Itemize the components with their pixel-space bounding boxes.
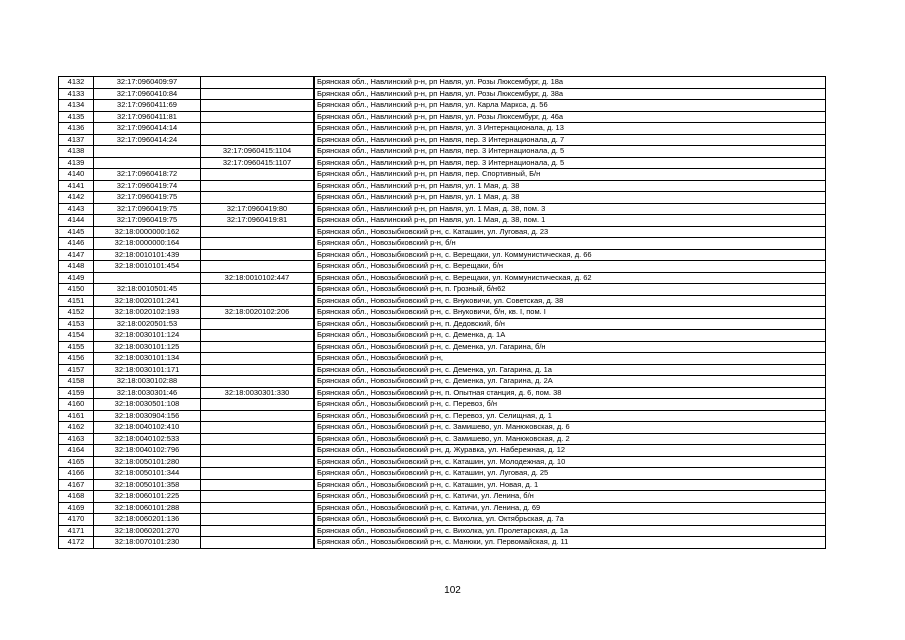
row-number-cell: 4170 <box>59 514 94 526</box>
table-row <box>59 192 826 204</box>
row-number-cell: 4165 <box>59 456 94 468</box>
table-row <box>59 249 826 261</box>
address-cell: Брянская обл., Новозыбковский р-н, с. Замишево, ул. Манюковская, д. 2 <box>315 433 826 445</box>
table-row <box>59 445 826 457</box>
address-cell: Брянская обл., Новозыбковский р-н, с. Верещаки, ул. Коммунистическая, д. 66 <box>315 249 826 261</box>
cadastral-number-cell: 32:18:0000000:164 <box>94 238 201 250</box>
premises-number-cell <box>201 238 314 250</box>
row-number-cell: 4136 <box>59 123 94 135</box>
premises-number-cell <box>201 100 314 112</box>
table-row <box>59 226 826 238</box>
premises-number-cell <box>201 295 314 307</box>
premises-number-cell <box>201 284 314 296</box>
cadastral-number-cell: 32:18:0040102:533 <box>94 433 201 445</box>
premises-number-cell <box>201 134 314 146</box>
premises-number-cell <box>201 261 314 273</box>
premises-number-cell <box>201 468 314 480</box>
premises-number-cell: 32:17:0960419:81 <box>201 215 314 227</box>
row-number-cell: 4161 <box>59 410 94 422</box>
cadastral-number-cell: 32:18:0010101:454 <box>94 261 201 273</box>
table-row <box>59 514 826 526</box>
table-row <box>59 433 826 445</box>
premises-number-cell <box>201 123 314 135</box>
cadastral-number-cell: 32:18:0010501:45 <box>94 284 201 296</box>
row-number-cell: 4151 <box>59 295 94 307</box>
cadastral-number-cell: 32:18:0030101:125 <box>94 341 201 353</box>
row-number-cell: 4171 <box>59 525 94 537</box>
cadastral-number-cell: 32:18:0030102:88 <box>94 376 201 388</box>
cadastral-number-cell: 32:18:0060201:270 <box>94 525 201 537</box>
cadastral-number-cell: 32:18:0040102:410 <box>94 422 201 434</box>
row-number-cell: 4158 <box>59 376 94 388</box>
premises-number-cell <box>201 525 314 537</box>
address-cell: Брянская обл., Новозыбковский р-н, б/н <box>315 238 826 250</box>
premises-number-cell <box>201 330 314 342</box>
table-row <box>59 479 826 491</box>
address-cell: Брянская обл., Навлинский р-н, рп Навля, ул. Карла Маркса, д. 56 <box>315 100 826 112</box>
row-number-cell: 4141 <box>59 180 94 192</box>
row-number-cell: 4166 <box>59 468 94 480</box>
premises-number-cell <box>201 399 314 411</box>
cadastral-number-cell: 32:18:0020101:241 <box>94 295 201 307</box>
premises-number-cell <box>201 479 314 491</box>
premises-number-cell <box>201 111 314 123</box>
cadastral-number-cell: 32:18:0050101:358 <box>94 479 201 491</box>
table-row <box>59 491 826 503</box>
premises-number-cell: 32:17:0960415:1107 <box>201 157 314 169</box>
address-cell: Брянская обл., Новозыбковский р-н, п. Опытная станция, д. 6, пом. 38 <box>315 387 826 399</box>
address-cell: Брянская обл., Новозыбковский р-н, с. Каташин, ул. Луговая, д. 23 <box>315 226 826 238</box>
row-number-cell: 4146 <box>59 238 94 250</box>
row-number-cell: 4133 <box>59 88 94 100</box>
cadastral-number-cell: 32:18:0050101:280 <box>94 456 201 468</box>
table-row <box>59 376 826 388</box>
table-row <box>59 295 826 307</box>
premises-number-cell: 32:17:0960415:1104 <box>201 146 314 158</box>
cadastral-number-cell: 32:18:0000000:162 <box>94 226 201 238</box>
row-number-cell: 4144 <box>59 215 94 227</box>
registry-table <box>58 76 826 549</box>
premises-number-cell <box>201 456 314 468</box>
cadastral-number-cell <box>94 272 201 284</box>
row-number-cell: 4164 <box>59 445 94 457</box>
cadastral-number-cell: 32:18:0030501:108 <box>94 399 201 411</box>
premises-number-cell <box>201 169 314 181</box>
row-number-cell: 4132 <box>59 77 94 89</box>
premises-number-cell <box>201 341 314 353</box>
row-number-cell: 4150 <box>59 284 94 296</box>
table-row <box>59 353 826 365</box>
address-cell: Брянская обл., Новозыбковский р-н, с. Деменка, ул. Гагарина, б/н <box>315 341 826 353</box>
address-cell: Брянская обл., Новозыбковский р-н, с. Каташин, ул. Новая, д. 1 <box>315 479 826 491</box>
address-cell: Брянская обл., Новозыбковский р-н, д. Журавка, ул. Набережная, д. 12 <box>315 445 826 457</box>
cadastral-number-cell: 32:17:0960409:97 <box>94 77 201 89</box>
cadastral-number-cell: 32:17:0960414:24 <box>94 134 201 146</box>
premises-number-cell <box>201 192 314 204</box>
cadastral-number-cell: 32:18:0060101:288 <box>94 502 201 514</box>
row-number-cell: 4147 <box>59 249 94 261</box>
address-cell: Брянская обл., Новозыбковский р-н, с. Вихолка, ул. Октябрьская, д. 7а <box>315 514 826 526</box>
row-number-cell: 4139 <box>59 157 94 169</box>
cadastral-number-cell: 32:18:0040102:796 <box>94 445 201 457</box>
address-cell: Брянская обл., Навлинский р-н, рп Навля, ул. 1 Мая, д. 38 <box>315 180 826 192</box>
table-row <box>59 410 826 422</box>
address-cell: Брянская обл., Новозыбковский р-н, с. Вихолка, ул. Пролетарская, д. 1а <box>315 525 826 537</box>
cadastral-number-cell: 32:17:0960411:81 <box>94 111 201 123</box>
page-number: 102 <box>444 585 461 596</box>
row-number-cell: 4155 <box>59 341 94 353</box>
address-cell: Брянская обл., Навлинский р-н, рп Навля, пер. 3 Интернационала, д. 5 <box>315 146 826 158</box>
table-row <box>59 537 826 549</box>
table-row <box>59 364 826 376</box>
address-cell: Брянская обл., Новозыбковский р-н, с. Замишево, ул. Манюковская, д. 6 <box>315 422 826 434</box>
address-cell: Брянская обл., Новозыбковский р-н, с. Манюки, ул. Первомайская, д. 11 <box>315 537 826 549</box>
cadastral-number-cell: 32:17:0960419:75 <box>94 192 201 204</box>
address-cell: Брянская обл., Новозыбковский р-н, с. Верещаки, ул. Коммунистическая, д. 62 <box>315 272 826 284</box>
premises-number-cell <box>201 226 314 238</box>
table-row <box>59 134 826 146</box>
address-cell: Брянская обл., Новозыбковский р-н, <box>315 353 826 365</box>
table-row <box>59 238 826 250</box>
premises-number-cell <box>201 88 314 100</box>
table-row <box>59 399 826 411</box>
address-cell: Брянская обл., Новозыбковский р-н, с. Перевоз, б/н <box>315 399 826 411</box>
row-number-cell: 4167 <box>59 479 94 491</box>
cadastral-number-cell: 32:18:0070101:230 <box>94 537 201 549</box>
premises-number-cell: 32:18:0020102:206 <box>201 307 314 319</box>
address-cell: Брянская обл., Новозыбковский р-н, с. Перевоз, ул. Селищная, д. 1 <box>315 410 826 422</box>
address-cell: Брянская обл., Навлинский р-н, рп Навля, ул. 1 Мая, д. 38, пом. 1 <box>315 215 826 227</box>
table-row <box>59 456 826 468</box>
premises-number-cell: 32:17:0960419:80 <box>201 203 314 215</box>
premises-number-cell <box>201 180 314 192</box>
address-cell: Брянская обл., Навлинский р-н, рп Навля, ул. Розы Люксембург, д. 18а <box>315 77 826 89</box>
address-cell: Брянская обл., Навлинский р-н, рп Навля, пер. 3 Интернационала, д. 5 <box>315 157 826 169</box>
row-number-cell: 4135 <box>59 111 94 123</box>
cadastral-number-cell: 32:17:0960419:74 <box>94 180 201 192</box>
row-number-cell: 4145 <box>59 226 94 238</box>
row-number-cell: 4172 <box>59 537 94 549</box>
address-cell: Брянская обл., Новозыбковский р-н, с. Внуковичи, б/н, кв. I, пом. I <box>315 307 826 319</box>
table-row <box>59 157 826 169</box>
table-row <box>59 261 826 273</box>
table-row <box>59 88 826 100</box>
table-row <box>59 422 826 434</box>
address-cell: Брянская обл., Новозыбковский р-н, п. Грозный, б/н62 <box>315 284 826 296</box>
table-row <box>59 341 826 353</box>
address-cell: Брянская обл., Новозыбковский р-н, с. Каташин, ул. Молодежная, д. 10 <box>315 456 826 468</box>
row-number-cell: 4152 <box>59 307 94 319</box>
row-number-cell: 4140 <box>59 169 94 181</box>
row-number-cell: 4153 <box>59 318 94 330</box>
table-row <box>59 307 826 319</box>
cadastral-number-cell <box>94 157 201 169</box>
table-row <box>59 203 826 215</box>
row-number-cell: 4163 <box>59 433 94 445</box>
table-row <box>59 502 826 514</box>
premises-number-cell <box>201 376 314 388</box>
table-row <box>59 123 826 135</box>
premises-number-cell <box>201 249 314 261</box>
table-row <box>59 169 826 181</box>
cadastral-number-cell: 32:18:0020501:53 <box>94 318 201 330</box>
row-number-cell: 4148 <box>59 261 94 273</box>
table-row <box>59 284 826 296</box>
table-body <box>59 77 826 549</box>
row-number-cell: 4142 <box>59 192 94 204</box>
row-number-cell: 4160 <box>59 399 94 411</box>
table-row <box>59 330 826 342</box>
cadastral-number-cell: 32:18:0020102:193 <box>94 307 201 319</box>
premises-number-cell <box>201 318 314 330</box>
row-number-cell: 4168 <box>59 491 94 503</box>
premises-number-cell <box>201 491 314 503</box>
address-cell: Брянская обл., Новозыбковский р-н, с. Деменка, д. 1А <box>315 330 826 342</box>
row-number-cell: 4134 <box>59 100 94 112</box>
cadastral-number-cell: 32:17:0960410:84 <box>94 88 201 100</box>
premises-number-cell <box>201 77 314 89</box>
premises-number-cell <box>201 445 314 457</box>
premises-number-cell <box>201 502 314 514</box>
cadastral-number-cell: 32:18:0060201:136 <box>94 514 201 526</box>
table-row <box>59 272 826 284</box>
cadastral-number-cell: 32:18:0030101:124 <box>94 330 201 342</box>
premises-number-cell <box>201 422 314 434</box>
cadastral-number-cell: 32:18:0030101:171 <box>94 364 201 376</box>
row-number-cell: 4162 <box>59 422 94 434</box>
cadastral-number-cell: 32:17:0960419:75 <box>94 215 201 227</box>
row-number-cell: 4154 <box>59 330 94 342</box>
cadastral-number-cell: 32:17:0960411:69 <box>94 100 201 112</box>
premises-number-cell <box>201 410 314 422</box>
row-number-cell: 4143 <box>59 203 94 215</box>
cadastral-number-cell: 32:18:0030301:46 <box>94 387 201 399</box>
table-row <box>59 468 826 480</box>
table-row <box>59 100 826 112</box>
address-cell: Брянская обл., Новозыбковский р-н, с. Катичи, ул. Ленина, д. 69 <box>315 502 826 514</box>
cadastral-number-cell: 32:18:0030101:134 <box>94 353 201 365</box>
premises-number-cell: 32:18:0010102:447 <box>201 272 314 284</box>
table-row <box>59 215 826 227</box>
row-number-cell: 4169 <box>59 502 94 514</box>
address-cell: Брянская обл., Навлинский р-н, рп Навля, пер. 3 Интернационала, д. 7 <box>315 134 826 146</box>
row-number-cell: 4156 <box>59 353 94 365</box>
address-cell: Брянская обл., Навлинский р-н, рп Навля, ул. 3 Интернационала, д. 13 <box>315 123 826 135</box>
premises-number-cell: 32:18:0030301:330 <box>201 387 314 399</box>
address-cell: Брянская обл., Новозыбковский р-н, с. Каташин, ул. Луговая, д. 25 <box>315 468 826 480</box>
cadastral-number-cell: 32:18:0050101:344 <box>94 468 201 480</box>
cadastral-number-cell: 32:17:0960418:72 <box>94 169 201 181</box>
cadastral-number-cell: 32:18:0030904:156 <box>94 410 201 422</box>
table-row <box>59 77 826 89</box>
address-cell: Брянская обл., Навлинский р-н, рп Навля, ул. Розы Люксембург, д. 46а <box>315 111 826 123</box>
table-row <box>59 111 826 123</box>
address-cell: Брянская обл., Навлинский р-н, рп Навля, ул. 1 Мая, д. 38 <box>315 192 826 204</box>
address-cell: Брянская обл., Навлинский р-н, рп Навля, ул. 1 Мая, д. 38, пом. 3 <box>315 203 826 215</box>
row-number-cell: 4157 <box>59 364 94 376</box>
table-row <box>59 146 826 158</box>
row-number-cell: 4137 <box>59 134 94 146</box>
premises-number-cell <box>201 514 314 526</box>
table-row <box>59 387 826 399</box>
table-row <box>59 525 826 537</box>
premises-number-cell <box>201 353 314 365</box>
address-cell: Брянская обл., Новозыбковский р-н, п. Дедовский, б/н <box>315 318 826 330</box>
table-row <box>59 318 826 330</box>
address-cell: Брянская обл., Новозыбковский р-н, с. Деменка, ул. Гагарина, д. 1а <box>315 364 826 376</box>
address-cell: Брянская обл., Новозыбковский р-н, с. Внуковичи, ул. Советская, д. 38 <box>315 295 826 307</box>
address-cell: Брянская обл., Навлинский р-н, рп Навля, ул. Розы Люксембург, д. 38а <box>315 88 826 100</box>
cadastral-number-cell: 32:18:0010101:439 <box>94 249 201 261</box>
cadastral-number-cell: 32:18:0060101:225 <box>94 491 201 503</box>
cadastral-number-cell: 32:17:0960419:75 <box>94 203 201 215</box>
premises-number-cell <box>201 537 314 549</box>
row-number-cell: 4159 <box>59 387 94 399</box>
address-cell: Брянская обл., Новозыбковский р-н, с. Верещаки, б/н <box>315 261 826 273</box>
cadastral-number-cell: 32:17:0960414:14 <box>94 123 201 135</box>
row-number-cell: 4138 <box>59 146 94 158</box>
address-cell: Брянская обл., Новозыбковский р-н, с. Катичи, ул. Ленина, б/н <box>315 491 826 503</box>
row-number-cell: 4149 <box>59 272 94 284</box>
premises-number-cell <box>201 364 314 376</box>
address-cell: Брянская обл., Новозыбковский р-н, с. Деменка, ул. Гагарина, д. 2А <box>315 376 826 388</box>
address-cell: Брянская обл., Навлинский р-н, рп Навля, пер. Спортивный, Б/н <box>315 169 826 181</box>
premises-number-cell <box>201 433 314 445</box>
table-row <box>59 180 826 192</box>
cadastral-number-cell <box>94 146 201 158</box>
